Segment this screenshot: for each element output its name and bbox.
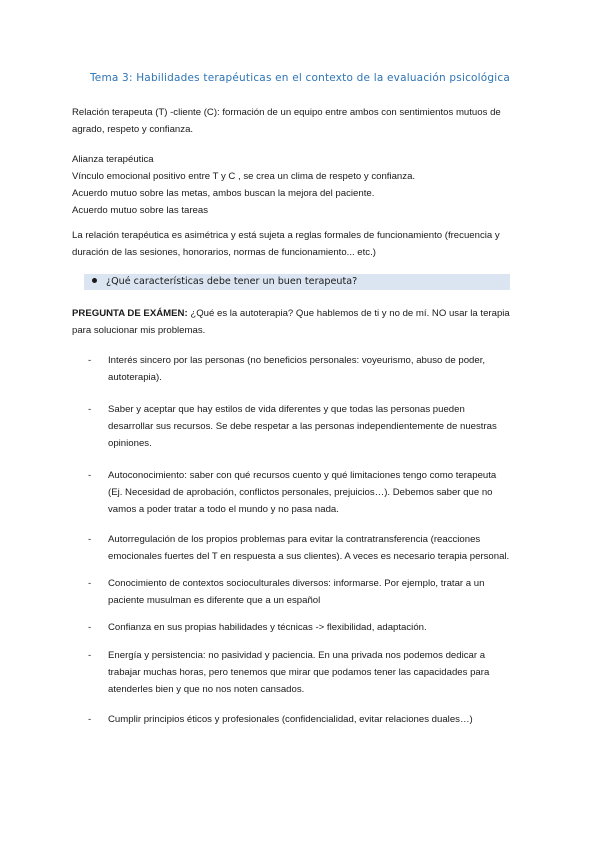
relacion-line: duración de las sesiones, honorarios, normas de funcionamiento... etc.)	[72, 247, 376, 258]
list-item-line: atenderles bien y que no nos noten cansados.	[108, 684, 305, 695]
intro-paragraph	[72, 104, 530, 138]
dash-bullet: -	[88, 404, 92, 415]
alianza-line: Acuerdo mutuo sobre las tareas	[72, 205, 208, 216]
list-item-line: paciente musulman es diferente que a un español	[108, 595, 321, 606]
alianza-heading: Alianza terapéutica	[72, 154, 154, 165]
list-item-text	[108, 467, 528, 518]
exam-line	[72, 305, 530, 322]
bullet-icon	[92, 278, 97, 283]
list-item-line: emocionales fuertes del T en respuesta a sus clientes). A veces es necesario terapia personal.	[108, 551, 510, 562]
list-item-line: Autoconocimiento: saber con qué recursos cuento y qué limitaciones tengo como terapeuta	[108, 470, 497, 481]
list-item-line: opiniones.	[108, 438, 152, 449]
page-title: Tema 3: Habilidades terapéuticas en el contexto de la evaluación psicológica	[89, 72, 511, 84]
exam-text: ¿Qué es la autoterapia? Que hablemos de ti y no de mí. NO usar la terapia	[187, 308, 510, 319]
list-item-line: Energía y persistencia: no pasividad y paciencia. En una privada nos podemos dedicar a	[108, 650, 486, 661]
dash-bullet: -	[88, 714, 92, 725]
question-heading: ¿Qué características debe tener un buen terapeuta?	[106, 276, 358, 287]
list-item-text	[108, 619, 528, 636]
relacion-line: La relación terapéutica es asimétrica y está sujeta a reglas formales de funcionamiento (frecuencia y	[72, 230, 500, 241]
list-item-line: autoterapia).	[108, 372, 162, 383]
list-item-text	[108, 711, 528, 728]
list-item-line: Saber y aceptar que hay estilos de vida diferentes y que todas las personas pueden	[108, 404, 465, 415]
list-item-text	[108, 575, 528, 609]
alianza-line: Acuerdo mutuo sobre las metas, ambos buscan la mejora del paciente.	[72, 188, 375, 199]
list-item-line: Cumplir principios éticos y profesionales (confidencialidad, evitar relaciones duales…)	[108, 714, 473, 725]
exam-line: para solucionar mis problemas.	[72, 325, 206, 336]
intro-line: Relación terapeuta (T) -cliente (C): formación de un equipo entre ambos con sentimientos mutuos de	[72, 107, 501, 118]
list-item-line: (Ej. Necesidad de aprobación, conflictos personales, prejuicios…). Debemos saber que no	[108, 487, 493, 498]
list-item-line: desarrollar sus recursos. Se debe respetar a las personas independientemente de nuestras	[108, 421, 497, 432]
exam-label: PREGUNTA DE EXÁMEN:	[72, 308, 188, 319]
dash-bullet: -	[88, 355, 92, 366]
list-item-line: Autorregulación de los propios problemas para evitar la contratransferencia (reacciones	[108, 534, 481, 545]
dash-bullet: -	[88, 470, 92, 481]
dash-bullet: -	[88, 578, 92, 589]
list-item-line: Conocimiento de contextos socioculturales diversos: informarse. Por ejemplo, tratar a un	[108, 578, 485, 589]
dash-bullet: -	[88, 622, 92, 633]
list-item-line: Confianza en sus propias habilidades y técnicas -> flexibilidad, adaptación.	[108, 622, 427, 633]
list-item-line: vamos a poder tratar a todo el mundo y no pasa nada.	[108, 504, 339, 515]
list-item-text	[108, 352, 528, 386]
exam-paragraph	[72, 305, 530, 339]
dash-bullet: -	[88, 534, 92, 545]
list-item-line: Interés sincero por las personas (no beneficios personales: voyeurismo, abuso de poder,	[108, 355, 486, 366]
list-item-text	[108, 647, 528, 698]
dash-bullet: -	[88, 650, 92, 661]
alianza-section	[72, 151, 530, 219]
list-item-text	[108, 401, 528, 452]
list-item-line: trabajar muchas horas, pero tenemos que mirar que podamos tener las capacidades para	[108, 667, 490, 678]
alianza-line: Vínculo emocional positivo entre T y C , se crea un clima de respeto y confianza.	[72, 171, 416, 182]
intro-line: agrado, respeto y confianza.	[72, 124, 194, 135]
list-item-text	[108, 531, 528, 565]
relacion-paragraph	[72, 227, 530, 261]
